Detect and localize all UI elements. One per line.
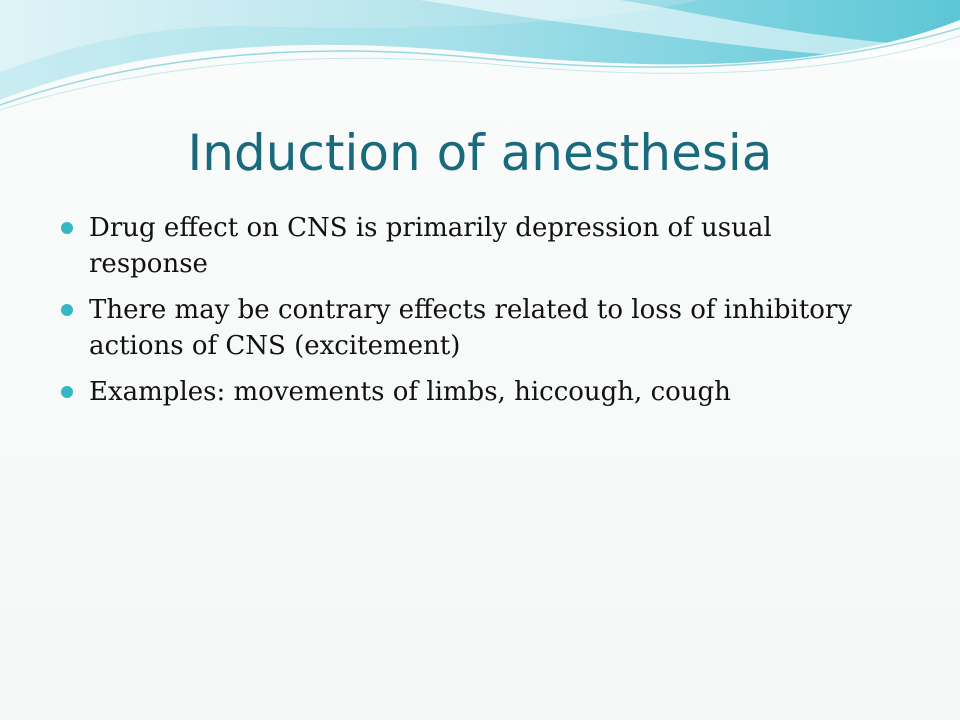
bullet-text: Examples: movements of limbs, hiccough, cough xyxy=(89,377,731,407)
bullet-dot-icon xyxy=(61,222,73,234)
bullet-item xyxy=(60,292,880,364)
header-wave-decoration xyxy=(0,0,960,130)
bullet-text: Drug effect on CNS is primarily depression of usual response xyxy=(89,213,772,279)
bullet-item xyxy=(60,374,880,410)
bullet-list xyxy=(60,210,880,420)
bullet-dot-icon xyxy=(61,304,73,316)
bullet-item xyxy=(60,210,880,282)
bullet-text: There may be contrary effects related to loss of inhibitory actions of CNS (excitement) xyxy=(89,295,853,361)
bullet-dot-icon xyxy=(61,386,73,398)
slide-title: Induction of anesthesia xyxy=(187,124,773,182)
